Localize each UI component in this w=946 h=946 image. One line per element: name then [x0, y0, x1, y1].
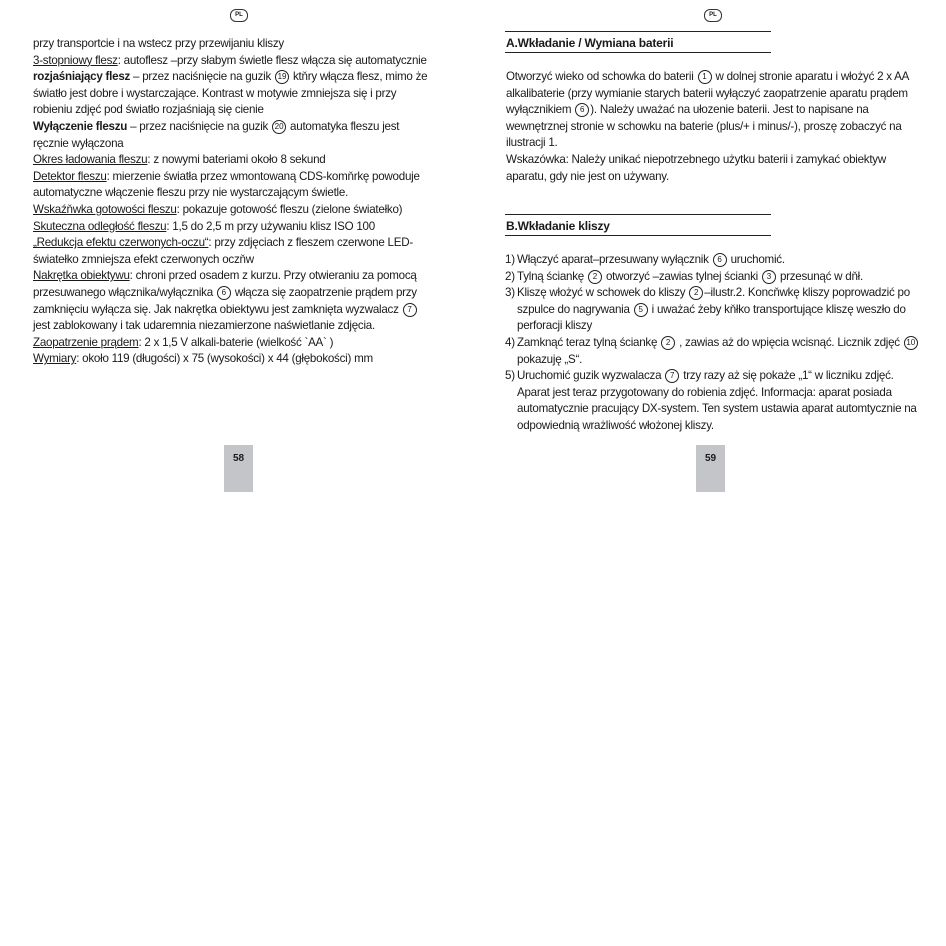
- text-line: Nakrętka obiektywu: chroni przed osadem z kurzu. Przy otwieraniu za pomocą: [33, 269, 417, 283]
- section-heading: B.Wkładanie kliszy: [505, 214, 771, 236]
- list-item: 4) Zamknąć teraz tylną ściankę 2 , zawias aż do wpięcia wcisnąć. Licznik zdjęć 10 pokazuję „S“.: [505, 335, 920, 368]
- circled-number-icon: 2: [588, 270, 602, 284]
- list-item: 2) Tylną ściankę 2 otworzyć –zawias tylnej ścianki 3 przesunąć w dňł.: [505, 269, 863, 283]
- text-line: rozjaśniający flesz – przez naciśnięcie na guzik 19 ktňry włącza flesz, mimo że: [33, 70, 428, 84]
- circled-number-icon: 2: [661, 336, 675, 350]
- text-line: jest zablokowany i tak udaremnia niezamierzone naświetlanie zdjęcia.: [33, 319, 375, 333]
- steps-list: [505, 252, 920, 435]
- text-line: przesuwanego włącznika/wyłącznika 6 włącza się zaopatrzenie prądem przy: [33, 285, 417, 299]
- circled-number-icon: 20: [272, 120, 286, 134]
- text-line: przy transportcie i na wstecz przy przewijaniu kliszy: [33, 37, 284, 50]
- text-line: Wymiary: około 119 (długości) x 75 (wysokości) x 44 (głębokości) mm: [33, 352, 373, 366]
- text-line: „Redukcja efektu czerwonych-oczu“: przy zdjęciach z fleszem czerwone LED-: [33, 236, 413, 250]
- section-heading: A.Wkładanie / Wymiana baterii: [505, 31, 771, 53]
- language-badge: PL: [230, 9, 248, 22]
- term-label: Okres ładowania fleszu: [33, 153, 148, 167]
- circled-number-icon: 3: [762, 270, 776, 284]
- language-badge: PL: [704, 9, 722, 22]
- circled-number-icon: 1: [698, 70, 712, 84]
- term-label: Detektor fleszu: [33, 169, 107, 183]
- text-line: 3-stopniowy flesz: autoflesz –przy słabym świetle flesz włącza się automatycznie: [33, 53, 427, 67]
- text-line: Wyłączenie fleszu – przez naciśnięcie na guzik 20 automatyka fleszu jest: [33, 119, 400, 133]
- circled-number-icon: 6: [217, 286, 231, 300]
- term-label: Nakrętka obiektywu: [33, 269, 130, 283]
- right-page: [473, 0, 946, 946]
- text-line: robieniu zdjęć pod światło rozjaśniają się cienie: [33, 103, 264, 117]
- text-line: światło jest dobre i wystarczające. Kontrast w motywie zmniejsza się i przy: [33, 86, 397, 100]
- page-number: 58: [224, 445, 253, 492]
- text-line: Wskaźňwka gotowości fleszu: pokazuje gotowość fleszu (zielone światełko): [33, 202, 403, 216]
- term-label: Wskaźňwka gotowości fleszu: [33, 202, 177, 216]
- term-label: Zaopatrzenie prądem: [33, 335, 139, 349]
- term-label: Wyłączenie fleszu: [33, 119, 128, 133]
- text-line: Skuteczna odległość fleszu: 1,5 do 2,5 m przy używaniu klisz ISO 100: [33, 219, 375, 233]
- text-line: zamknięciu wyłącza się. Jak nakrętka obiektywu jest zamknięta wyzwalacz 7: [33, 302, 448, 319]
- paragraph: Wskazówka: Należy unikać niepotrzebnego użytku baterii i zamykać obiektyw aparatu, gdy nie jest on używany.: [506, 152, 886, 183]
- circled-number-icon: 5: [634, 303, 648, 317]
- text-line: światełko zmniejsza efekt czerwonych oczňw: [33, 252, 254, 266]
- circled-number-icon: 10: [904, 336, 918, 350]
- circled-number-icon: 7: [403, 303, 417, 317]
- list-item: 3) Kliszę włożyć w schowek do kliszy 2 –ilustr.2. Koncňwkę kliszy poprowadzić po szpulce do nagrywania 5 i uważać żeby kňłko transportujące kliszę weszło do perforacji kliszy: [505, 286, 910, 333]
- page-number: 59: [696, 445, 725, 492]
- text-line: Detektor fleszu: mierzenie światła przez wmontowaną CDS-komňrkę powoduje: [33, 169, 420, 183]
- circled-number-icon: 7: [665, 369, 679, 383]
- term-label: 3-stopniowy flesz: [33, 53, 118, 67]
- text-line: automatyczne włączenie fleszu przy nie wystarczającym świetle.: [33, 186, 349, 200]
- list-item: 5) Uruchomić guzik wyzwalacza 7 trzy razy aż się pokaże „1“ w liczniku zdjęć. Aparat jest teraz przygotowany do robienia zdjęć. Informacja: aparat posiada automatycznie pracujący DX-system. Ten system ustawia aparat automtycznie na odpowiednią wrażliwość włożonej kliszy.: [505, 369, 917, 432]
- section-a-body: [506, 69, 916, 185]
- text-line: Zaopatrzenie prądem: 2 x 1,5 V alkali-baterie (wielkość `AA` ): [33, 335, 334, 349]
- list-item: 1) Włączyć aparat–przesuwany wyłącznik 6 uruchomić.: [505, 253, 785, 266]
- circled-number-icon: 2: [689, 286, 703, 300]
- circled-number-icon: 6: [575, 103, 589, 117]
- term-label: „Redukcja efektu czerwonych-oczu“: [33, 236, 209, 250]
- circled-number-icon: 19: [275, 70, 289, 84]
- text-line: Okres ładowania fleszu: z nowymi bateriami około 8 sekund: [33, 153, 326, 167]
- paragraph: Otworzyć wieko od schowka do baterii 1 w dolnej stronie aparatu i włożyć 2 x AA alkalibaterie (przy wymianie starych baterii wyłączyć zaopatrzenie aparatu prądem wyłącznikiem 6 ). Należy uważać na ułozenie baterii. Jest to napisane na wewnętrznej stronie w schowku na baterie (plus/+ i minus/-), proszę zobaczyć na ilustracji 1.: [506, 70, 909, 150]
- term-label: Wymiary: [33, 352, 77, 366]
- term-label: rozjaśniający flesz: [33, 70, 131, 84]
- circled-number-icon: 6: [713, 253, 727, 267]
- text-line: ręcznie wyłączona: [33, 136, 124, 150]
- left-page-text: [33, 36, 448, 368]
- term-label: Skuteczna odległość fleszu: [33, 219, 167, 233]
